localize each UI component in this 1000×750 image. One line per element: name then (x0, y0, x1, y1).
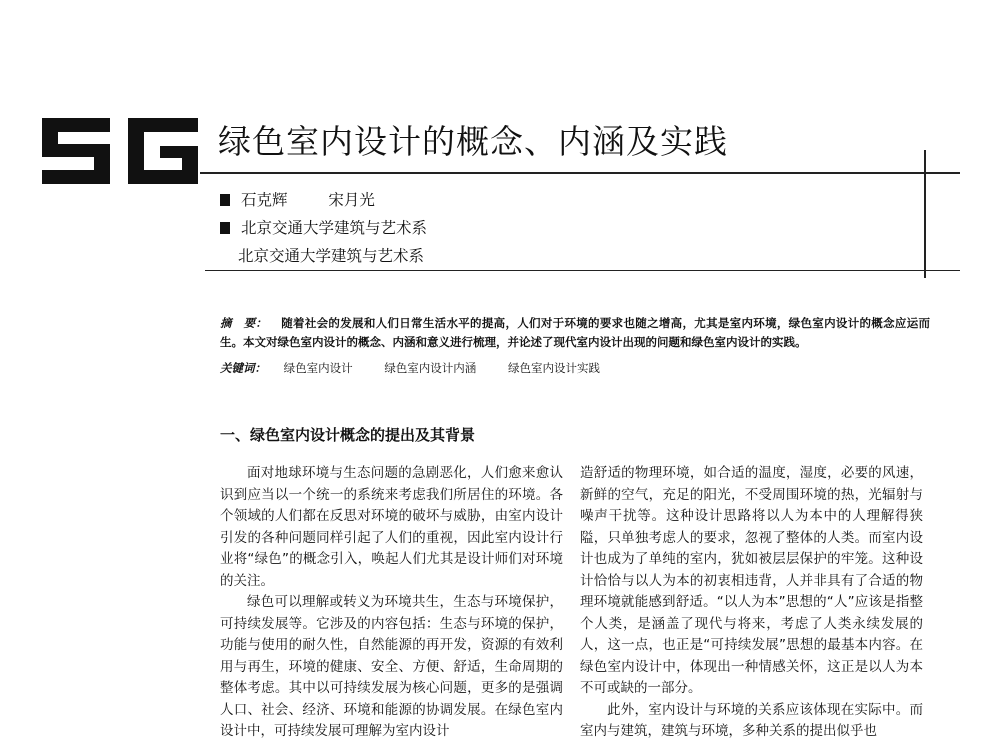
paragraph: 此外，室内设计与环境的关系应该体现在实际中。而室内与建筑，建筑与环境，多种关系的提出似乎也 (580, 701, 923, 739)
paragraph: 面对地球环境与生态问题的急剧恶化，人们愈来愈认识到应当以一个统一的系统来考虑我们所居住的环境。各个领域的人们都在反思对环境的破坏与威胁，由室内设计引发的各种问题同样引起了人们的重视，因此室内设计行业将“绿色”的概念引入，唤起人们尤其是设计师们对环境的关注。 (220, 465, 563, 589)
keywords (220, 360, 628, 376)
keyword-1: 绿色室内设计 (283, 361, 353, 375)
authors-row (220, 188, 375, 210)
header-bottom-rule (205, 270, 960, 271)
bullet-square-icon (220, 222, 230, 234)
paragraph: 绿色可以理解或转义为环境共生，生态与环境保护，可持续发展等。它涉及的内容包括：生态与环境的保护，功能与使用的耐久性，自然能源的再开发，资源的有效利用与再生，环境的健康、安全、方便、舒适，生命周期的整体考虑。其中以可持续发展为核心问题，更多的是强调人口、社会、经济、环境和能源的协调发展。在绿色室内设计中，可持续发展可理解为室内设计 (220, 594, 563, 739)
header-vertical-rule (924, 150, 926, 278)
body-column-right (580, 463, 923, 743)
author-1: 石克辉 (240, 191, 288, 209)
journal-logo (42, 118, 198, 184)
abstract (220, 314, 930, 352)
bullet-square-icon (220, 194, 230, 206)
title-rule (200, 172, 960, 174)
article-title: 绿色室内设计的概念、内涵及实践 (218, 122, 728, 161)
affiliation-1: 北京交通大学建筑与艺术系 (240, 219, 427, 237)
affiliation-row-2 (238, 244, 424, 266)
paragraph-continued: 造舒适的物理环境，如合适的温度，湿度，必要的风速，新鲜的空气，充足的阳光，不受周围环境的热，光辐射与噪声干扰等。这种设计思路将以人为本中的人理解得狭隘，只单独考虑人的要求，忽视了整体的人类。而室内设计也成为了单纯的室内，犹如被层层保护的牢笼。这种设计恰恰与以人为本的初衷相违背，人并非具有了合适的物理环境就能感到舒适。“以人为本”思想的“人”应该是指整个人类，是涵盖了现代与将来，考虑了人类永续发展的人，这一点，也正是“可持续发展”思想的最基本内容。在绿色室内设计中，体现出一种情感关怀，这正是以人为本不可或缺的一部分。 (580, 465, 923, 696)
abstract-text: 随着社会的发展和人们日常生活水平的提高，人们对于环境的要求也随之增高，尤其是室内环境，绿色室内设计的概念应运而生。本文对绿色室内设计的概念、内涵和意义进行梳理，并论述了现代室内设计出现的问题和绿色室内设计的实践。 (220, 316, 931, 349)
affiliation-row (220, 216, 427, 238)
section-heading: 一、绿色室内设计概念的提出及其背景 (220, 426, 476, 444)
keyword-3: 绿色室内设计实践 (507, 361, 600, 375)
affiliation-2: 北京交通大学建筑与艺术系 (238, 247, 425, 265)
body-column-left (220, 463, 563, 743)
abstract-label: 摘 要： (220, 316, 268, 330)
keywords-label: 关键词： (220, 361, 266, 375)
author-2: 宋月光 (328, 191, 375, 209)
keyword-2: 绿色室内设计内涵 (384, 361, 477, 375)
